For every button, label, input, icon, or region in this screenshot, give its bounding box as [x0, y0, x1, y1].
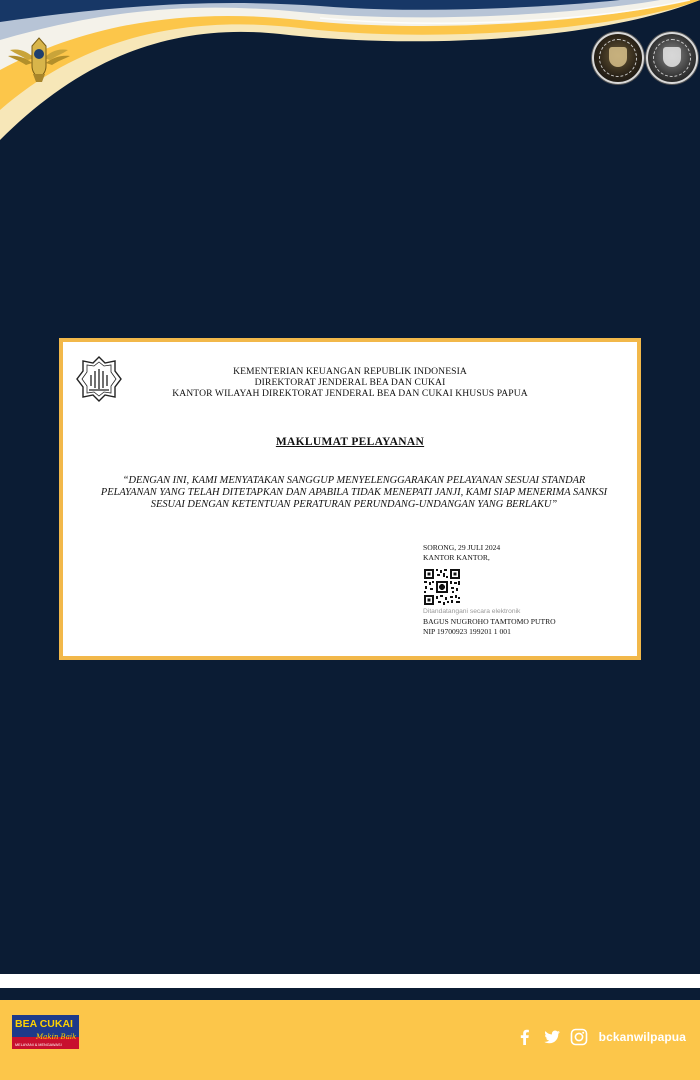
footer-divider	[0, 974, 700, 988]
twitter-icon[interactable]	[543, 1028, 561, 1046]
brand-logo-tagline: MELAYANI & MENGAWASI	[15, 1043, 62, 1047]
instagram-icon[interactable]	[570, 1028, 588, 1046]
brand-logo-text: BEA CUKAI	[15, 1018, 73, 1030]
accreditation-seal-gold-icon	[592, 32, 644, 84]
accreditation-seal-silver-icon	[646, 32, 698, 84]
letterhead-line-regional-office: KANTOR WILAYAH DIREKTORAT JENDERAL BEA DAN CUKAI KHUSUS PAPUA	[172, 388, 528, 399]
signer-block	[423, 617, 556, 637]
place-date: SORONG, 29 JULI 2024	[423, 543, 501, 552]
signature-place-date	[423, 543, 623, 562]
service-declaration-document	[63, 342, 637, 656]
facebook-icon[interactable]	[516, 1028, 534, 1046]
electronic-signature-note: Ditandatangani secara elektronik	[423, 608, 521, 615]
bea-cukai-brand-logo	[12, 1015, 79, 1049]
office-signoff: KANTOR KANTOR,	[423, 552, 490, 562]
qr-code-icon	[423, 568, 461, 606]
letterhead-line-ministry: KEMENTERIAN KEUANGAN REPUBLIK INDONESIA	[233, 366, 467, 377]
declaration-statement: “DENGAN INI, KAMI MENYATAKAN SANGGUP MENYELENGGARAKAN PELAYANAN SESUAI STANDAR PELAYANAN YANG TELAH DITETAPKAN DAN APABILA TIDAK MENEPATI JANJI, KAMI SIAP MENERIMA SANKSI SESUAI DENGAN KETENTUAN PERATURAN PERUNDANG-UNDANGAN YANG BERLAKU”	[100, 475, 608, 511]
signer-nip: NIP 19700923 199201 1 001	[423, 627, 511, 636]
bea-cukai-emblem-icon	[6, 30, 72, 86]
document-frame	[59, 338, 641, 660]
brand-logo-script: Makin Baik	[36, 1033, 77, 1041]
letterhead	[63, 366, 637, 399]
signer-name: BAGUS NUGROHO TAMTOMO PUTRO	[423, 617, 556, 626]
social-handle[interactable]: bckanwilpapua	[598, 1030, 686, 1044]
document-title: MAKLUMAT PELAYANAN	[275, 436, 425, 448]
header-wave-decoration	[0, 0, 700, 150]
social-media-links	[516, 1028, 686, 1046]
footer-bar	[0, 1000, 700, 1080]
letterhead-line-directorate: DIREKTORAT JENDERAL BEA DAN CUKAI	[254, 377, 446, 388]
